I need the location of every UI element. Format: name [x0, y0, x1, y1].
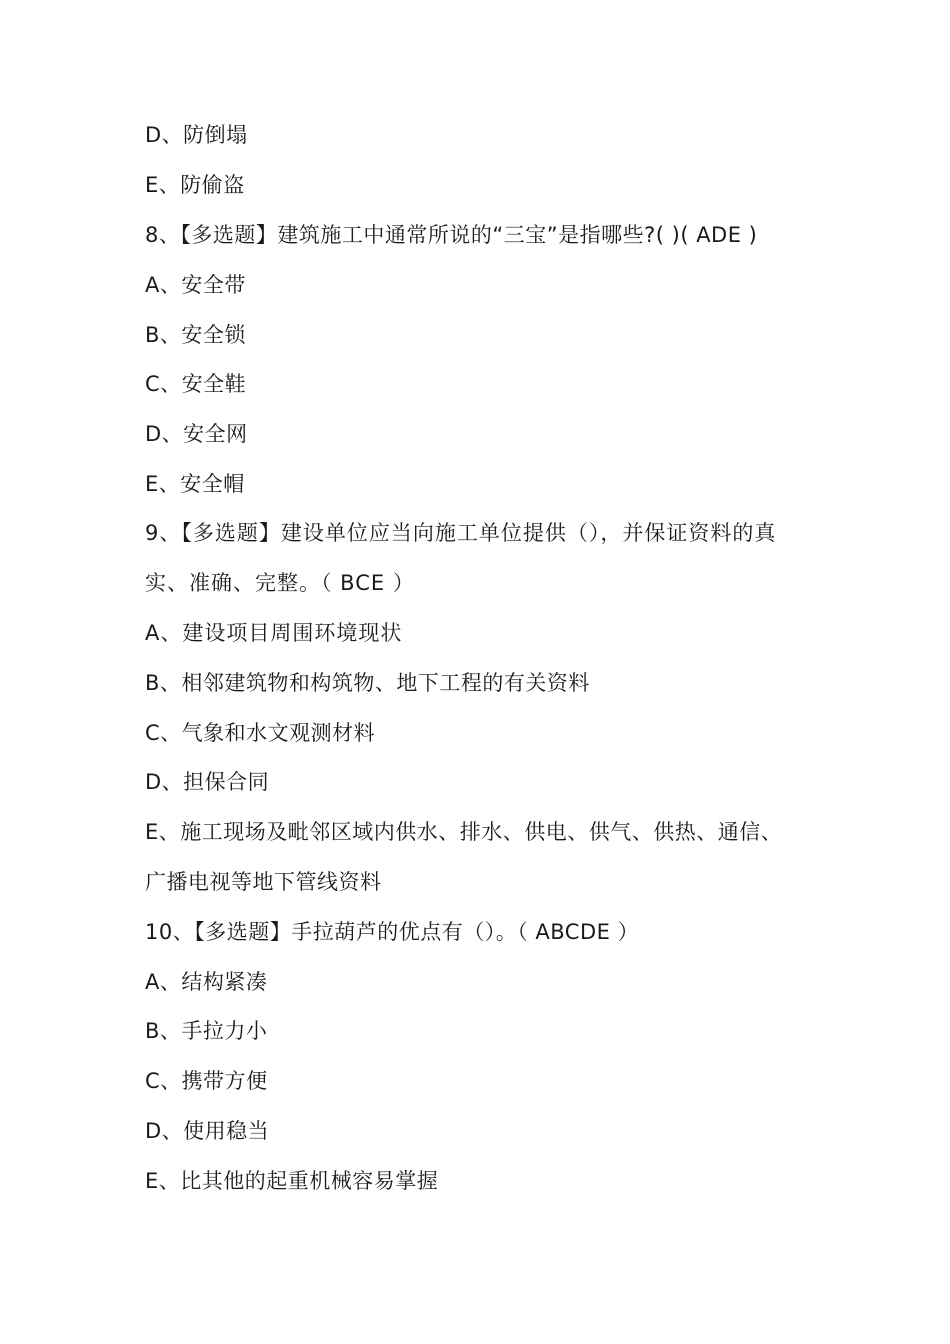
option-a-q8: A、安全带 [145, 273, 246, 297]
option-d-q10: D、使用稳当 [145, 1119, 270, 1143]
option-e-q9-line-1: E、施工现场及毗邻区域内供水、排水、供电、供气、供热、通信、 [145, 820, 783, 844]
option-b-q9: B、相邻建筑物和构筑物、地下工程的有关资料 [145, 671, 590, 695]
question-8: 8、【多选题】建筑施工中通常所说的“三宝”是指哪些?( )( ADE ) [145, 223, 758, 247]
option-c-q10: C、携带方便 [145, 1069, 268, 1093]
option-c-q8: C、安全鞋 [145, 372, 247, 396]
option-a-q10: A、结构紧凑 [145, 970, 268, 994]
option-d-q8: D、安全网 [145, 422, 248, 446]
option-e-q7: E、防偷盗 [145, 173, 245, 197]
option-c-q9: C、气象和水文观测材料 [145, 721, 376, 745]
option-e-q8: E、安全帽 [145, 472, 245, 496]
option-d-q9: D、担保合同 [145, 770, 270, 794]
option-b-q10: B、手拉力小 [145, 1019, 268, 1043]
option-b-q8: B、安全锁 [145, 323, 246, 347]
option-e-q10: E、比其他的起重机械容易掌握 [145, 1169, 439, 1193]
option-d-q7: D、防倒塌 [145, 123, 248, 147]
option-e-q9-line-2: 广播电视等地下管线资料 [145, 870, 382, 894]
question-9-line-2: 实、准确、完整。（ BCE ） [145, 571, 415, 595]
option-a-q9: A、建设项目周围环境现状 [145, 621, 403, 645]
question-10: 10、【多选题】手拉葫芦的优点有（）。（ ABCDE ） [145, 920, 640, 944]
question-9-line-1: 9、【多选题】建设单位应当向施工单位提供（），并保证资料的真 [145, 521, 777, 545]
